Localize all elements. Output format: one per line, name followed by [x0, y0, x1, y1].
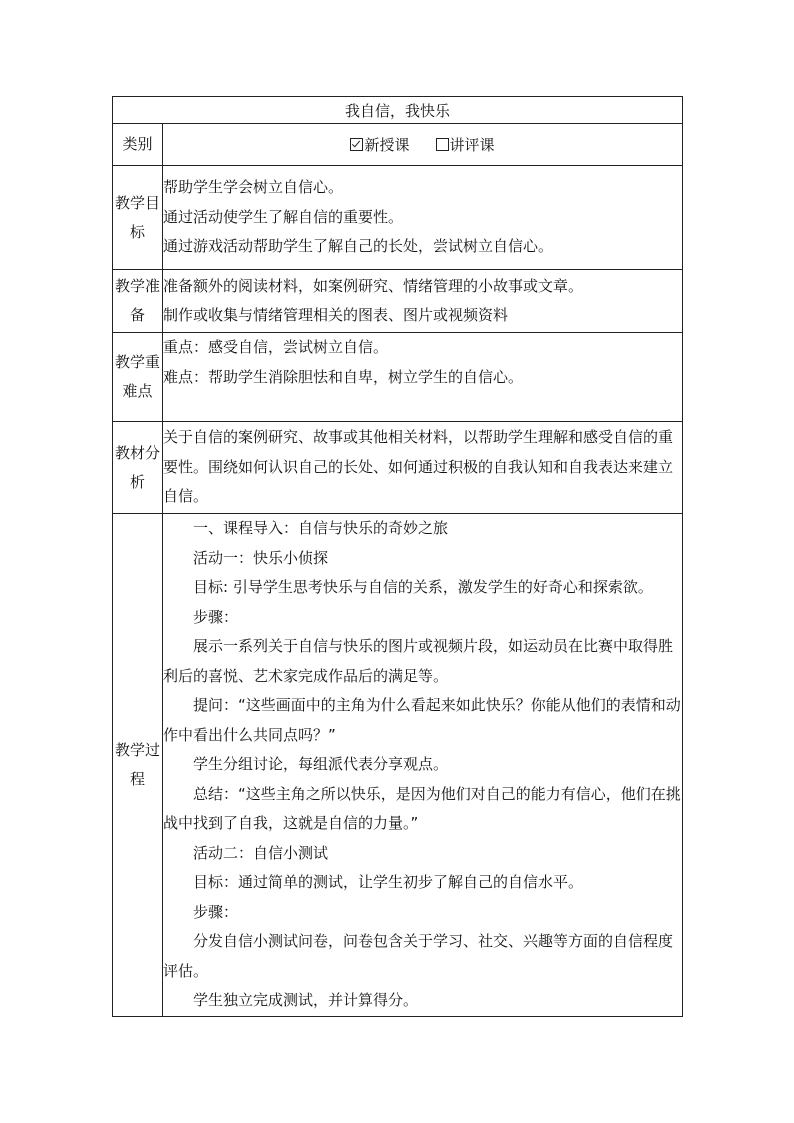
- unchecked-box-icon: [436, 138, 449, 151]
- process-paragraph: 目标：通过简单的测试，让学生初步了解自己的自信水平。: [193, 873, 584, 891]
- objective-line: 通过游戏活动帮助学生了解自己的长处，尝试树立自信心。: [163, 237, 554, 256]
- option-review-lesson[interactable]: [436, 136, 495, 154]
- materials-text: 关于自信的案例研究、故事或其他相关材料，以帮助学生理解和感受自信的重要性。围绕如何认识自己的长处、如何通过积极的自我认知和自我表达来建立自信。: [163, 428, 674, 506]
- process-paragraph: 步骤：: [193, 607, 239, 626]
- materials-content: [163, 422, 683, 514]
- process-content: [163, 514, 683, 1017]
- objectives-content: [163, 166, 683, 270]
- option-new-lesson-label: 新授课: [364, 136, 410, 154]
- lesson-title: 我自信，我快乐: [113, 97, 683, 124]
- preparation-content: [163, 270, 683, 333]
- objectives-label: 教学目标: [113, 166, 163, 270]
- process-paragraph: 一、课程导入：自信与快乐的奇妙之旅: [193, 519, 449, 537]
- lesson-type-label: 类别: [113, 124, 163, 166]
- process-paragraph: 学生分组讨论，每组派代表分享观点。: [193, 755, 449, 773]
- process-paragraph: 总结：“这些主角之所以快乐，是因为他们对自己的能力有信心，他们在挑战中找到了自我，这就是自信的力量。”: [163, 784, 681, 832]
- checked-box-icon: [350, 138, 363, 151]
- process-paragraph: 活动二：自信小测试: [193, 843, 329, 862]
- preparation-line: 制作或收集与情绪管理相关的图表、图片或视频资料: [163, 306, 509, 324]
- preparation-line: 准备额外的阅读材料，如案例研究、情绪管理的小故事或文章。: [163, 276, 584, 295]
- objective-line: 帮助学生学会树立自信心。: [163, 178, 344, 197]
- process-paragraph: 展示一系列关于自信与快乐的图片或视频片段，如运动员在比赛中取得胜利后的喜悦、艺术家完成作品后的满足等。: [163, 637, 674, 685]
- lesson-type-options: [163, 124, 683, 166]
- process-paragraph: 步骤：: [193, 902, 239, 921]
- process-paragraph: 提问：“这些画面中的主角为什么看起来如此快乐？你能从他们的表情和动作中看出什么共同点吗？”: [163, 696, 681, 744]
- key-points-content: [163, 333, 683, 422]
- process-paragraph: 学生独立完成测试，并计算得分。: [193, 991, 419, 1009]
- key-point-line: 难点：帮助学生消除胆怯和自卑，树立学生的自信心。: [163, 367, 524, 386]
- lesson-plan-table: [112, 96, 683, 1017]
- option-review-lesson-label: 讲评课: [449, 136, 495, 154]
- objective-line: 通过活动使学生了解自信的重要性。: [163, 207, 404, 226]
- option-new-lesson[interactable]: [350, 136, 409, 154]
- key-point-line: 重点：感受自信，尝试树立自信。: [163, 338, 389, 356]
- process-label: 教学过程: [113, 514, 163, 1017]
- process-paragraph: 活动一：快乐小侦探: [193, 548, 329, 567]
- key-points-label: 教学重难点: [113, 333, 163, 422]
- materials-label: 教材分析: [113, 422, 163, 514]
- process-paragraph: 目标: 引导学生思考快乐与自信的关系，激发学生的好奇心和探索欲。: [193, 578, 653, 596]
- preparation-label: 教学准备: [113, 270, 163, 333]
- process-paragraph: 分发自信小测试问卷，问卷包含关于学习、社交、兴趣等方面的自信程度评估。: [163, 932, 674, 980]
